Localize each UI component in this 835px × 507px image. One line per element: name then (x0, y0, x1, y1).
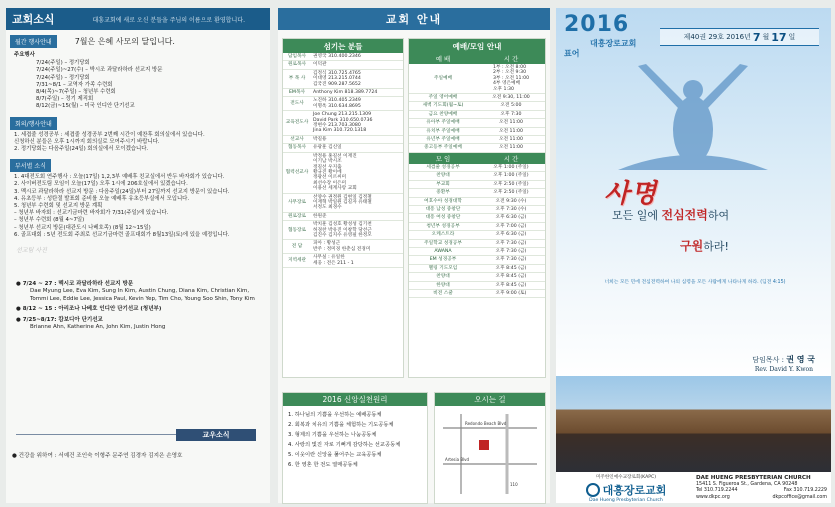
server-row: 원로장로 한원준 (283, 213, 403, 221)
cover-pyo: 표어 (564, 49, 580, 58)
server-row: 전 담 피아 : 황성근 반주 : 정미경 한춘심 전경미 (283, 240, 403, 254)
meeting-item: 1. 세겹줄 성경공부 : 세겹줄 성경공부 2번째 시간이 예찬후 회의실에서 있습니다. (14, 131, 205, 138)
principle-item: 6. 한 영혼 한 전도 열매공동체 (288, 462, 358, 468)
meeting-row: 찬양대 오후 8:45 (금) (409, 273, 545, 281)
email-link[interactable]: dkpcoffice@gmail.com (772, 494, 827, 500)
mission-head: ● 8/12 ~ 15 : 아리조나 나베호 인디안 단기선교 (청년부) (16, 306, 162, 313)
event-row: 새벽 기도회(월~토) 오전 5:00 (409, 102, 545, 110)
cover-year: 2016 (564, 12, 630, 37)
server-row: 협력선교사 박정용 홍길선 이재진 이기남 박시조 정길선 우지출 황규진 황이에 정광선 이르씨미 최선수장 이은미 이용선 세계사랑 교회 (283, 153, 403, 194)
schedule-item: 7/24(주일)~27(수) – 박시조 과달라하라 선교지 방문 (36, 67, 163, 74)
event-row: 중고등부 주일예배 오전 11:00 (409, 144, 545, 152)
mission-item (16, 306, 260, 313)
meeting-row: 찬양대 오후 1:00 (주일) (409, 172, 545, 180)
principle-item: 2. 회복과 치유의 기쁨을 체험하는 기도공동체 (288, 422, 394, 428)
meeting-row: 비전 스쿨 오후 9:00 (토) (409, 290, 545, 298)
dept-label: 부서별 소식 (10, 159, 51, 172)
church-logo-icon (586, 483, 600, 497)
directions-map (435, 406, 545, 498)
guide-title: 교회 안내 (278, 8, 550, 30)
server-row: EM목사 Anthony Kim 818.389.7724 (283, 89, 403, 97)
mission-names: Brianne Ahn, Katherine An, John Kim, Justin Hong (30, 324, 166, 331)
server-row: 선교사 박길용 (283, 136, 403, 144)
meeting-item: 2. 정기당회는 다음주일(24일) 회의실에서 모이겠습니다. (14, 146, 149, 153)
server-row: 교육전도사 Joe Chung 213.215.1309 David Park 310.650.0736 정현수 213.703.3080 Jina Kim 310.720.1318 (283, 111, 403, 136)
schedule-item: 7/24(주일) – 정기당회 (36, 60, 90, 67)
map-label-artesia: Artesia Blvd (445, 457, 470, 462)
event-row: 유아부 주일예배 오전 11:00 (409, 119, 545, 127)
website-link[interactable]: www.dkpc.org (696, 494, 730, 500)
meets-subhead: 모 임 시 간 (409, 153, 545, 164)
mission-list (6, 281, 270, 331)
schedule-list (14, 60, 264, 110)
server-row: 전도사 노진하 310.405.2349 이명옥 310.634.8695 (283, 97, 403, 111)
schedule-item: 7/31~8/1 – 교역자 가족 수련회 (36, 81, 113, 88)
meeting-row: AWANA 오후 7:30 (금) (409, 248, 545, 256)
schedule-item: 8/12(금)~15(월) – 미국 인디안 단기선교 (36, 103, 135, 110)
events-title: 예배/모임 안내 (409, 39, 545, 53)
meeting-row: 세겹줄 성경공부 오후 1:00 (주일) (409, 164, 545, 172)
event-row: 유치부 주일예배 오전 11:00 (409, 128, 545, 136)
map-graphic (435, 406, 545, 498)
meeting-item: 신청하신 분들은 오후 1시까지 회의실로 모여주시기 바랍니다. (14, 138, 160, 145)
mission-photo: 선교팀 사진 (16, 247, 47, 255)
cover-footer (556, 472, 831, 503)
mission-head: ● 7/25~8/17: 캄보디아 단기선교 (16, 316, 103, 323)
news-header (6, 8, 270, 30)
event-row: 유년부 주일예배 오전 11:00 (409, 136, 545, 144)
theme-verse: 너희는 모든 민에 전심전력하여 나의 심령을 모든 사람에게 나타나게 하라. (딤전 4:15) (604, 280, 786, 285)
principles-title: 2016 신앙실천원리 (283, 393, 427, 406)
meeting-list (6, 132, 270, 154)
servers-box (282, 38, 404, 378)
schedule-item: 8/7(주일) – 정기 제직회 (36, 96, 94, 103)
theme-line-2: 구원하라! (680, 239, 729, 253)
dept-item: – 청년부 바자회 : 선교기금마련 바자회가 7/31(주일)에 있습니다. (14, 210, 169, 217)
meeting-label: 회의/행사안내 (10, 117, 57, 130)
meeting-row: EM 성경공부 오후 7:30 (금) (409, 256, 545, 264)
dept-item: – 청년부 선교지 방문(대관도시 나베호족) (8월 12~15일) (14, 224, 151, 231)
dept-item: 4. 유초등부 : 성탄절 발표회 준비를 오늘 예배후 유초등부실에서 모입니다. (14, 195, 190, 202)
dept-item: 5. 청년부 수련회 및 선교지 방문 계획 (14, 203, 103, 210)
server-row: 부 목 사 김정식 310.725.4765 이대영 213.215.0744 김국진 909.287.5652 (283, 70, 403, 89)
principle-item: 4. 사랑의 빛진 자로 기뻐게 감당하는 선교공동체 (288, 442, 401, 448)
server-row: 지역세관 사무실 : 유일한 세웅 : 전은 211 - 1 (283, 254, 403, 268)
events-subhead: 예 배 시 간 (409, 53, 545, 64)
principles-box (282, 392, 428, 504)
mission-head: ● 7/24 ~ 27 : 멕시코 과달라하라 선교지 방문 (16, 281, 134, 288)
server-row: 협동목사 유광훈 김신일 (283, 144, 403, 152)
meeting-row: 청년부 성경공부 오후 7:00 (금) (409, 223, 545, 231)
news-subtitle: 대흥교회에 새로 오신 분들을 주님의 이름으로 환영합니다. (92, 16, 245, 24)
schedule-item: 7/24(주일) – 정기당회 (36, 74, 90, 81)
pastor-line: 담임목사 : 권 영 국 (752, 355, 815, 364)
schedule-title: 주요행사 (14, 52, 35, 58)
news-title: 교회소식 (12, 13, 55, 26)
map-title: 오시는 길 (435, 393, 545, 406)
meeting-row: 멜링 기도모임 오후 8:45 (금) (409, 265, 545, 273)
worship-figure-icon (618, 60, 768, 170)
meeting-row: 오케스트라 오후 6:30 (금) (409, 231, 545, 239)
dept-item: – 청년부 수련회 (8월 4~7일) (14, 217, 85, 224)
dept-item: 2. 사이버전도팀 모임이 오늘(17일) 오후 1시에 206호실에서 있겠습니다. (14, 181, 188, 188)
meeting-row: 대흥 여성 중창단 오후 6:30 (금) (409, 214, 545, 222)
mission-names: Dae Myung Lee, Eva Kim, Sung In Kim, Austin Chung, Diana Kim, Christian Kim, Tommi Lee, Eddie Lee, Jessica Paul, Kevin Yep, Tim Cho, Young Soo Shin, Tony Kim (30, 288, 255, 302)
meeting-row: 부교회 오후 2:50 (주일) (409, 181, 545, 189)
event-row: 주일예배 1부 : 오전 8:00 2부 : 오전 9:30 3부 : 오전 11:00 4부 영은예배 오후 1:30 (409, 64, 545, 94)
event-row: 주일 영어예배 오전 9:30, 11:00 (409, 94, 545, 102)
staff-title: 교우소식 (176, 429, 256, 441)
church-name: 대흥장로교회 (602, 484, 667, 497)
meeting-row: 여호수아 성경대학 오전 9:30 (수) (409, 198, 545, 206)
meeting-row: 대흥 남성 중창단 오후 7:30 (수) (409, 206, 545, 214)
server-row: 담임목사 권영국 310.400.2346 (283, 53, 403, 61)
event-row: 금요 찬양예배 오후 7:30 (409, 111, 545, 119)
contact-block: DAE HUENG PRESBYTERIAN CHURCH 15411 S. Figueroa St., Gardena, CA 90248 Tel 310.719.2244 Fax 310.719.2229 www.dkpc.org dkpcoffice@gmail.com (696, 475, 827, 500)
map-box (434, 392, 546, 504)
map-label-redondo: Redondo Beach Blvd (465, 421, 507, 426)
mission-item (16, 317, 260, 332)
servers-title: 섬기는 분들 (283, 39, 403, 53)
guide-panel (278, 8, 550, 503)
church-logo-block: 미주한인예수교장로회(KAPC) 대흥장로교회 Dae Hueng Presbyterian Church (562, 474, 690, 503)
dept-item: 3. 멕시코 과달라하라 선교지 방문 : 다음주일(24일)부터 27일까지 선교지 방문이 있습니다. (14, 188, 230, 195)
server-row: 협동장로 박치훈 김성호 황성성 김기천 허경찬 박유진 이창학 당선근 김진수 김지수 유영필 한정모 (283, 221, 403, 240)
staff-note: ● 건강을 위하여 : 서예건 조인숙 이형주 문주연 김경자 김지은 손영호 (12, 453, 183, 459)
greeting-label: 월간 행사안내 (10, 35, 57, 48)
cover-church: 대흥장로교회 (590, 39, 637, 48)
congregation-photo (556, 376, 831, 472)
events-box (408, 38, 546, 378)
principle-item: 5. 이웃이란 신앙을 풀어주는 교육공동체 (288, 452, 382, 458)
mission-item (16, 281, 260, 303)
schedule-item: 8/4(목)~7(주일) – 청년부 수련회 (36, 89, 116, 96)
map-label-freeway: 110 (510, 482, 518, 487)
dept-item: 6. 골프대회 : 5년 전도회 주최로 선교기금마련 골프대회가 8월13일(토)에 있을 예정입니다. (14, 231, 230, 238)
greeting-text: 7월은 은혜 사모의 달입니다. (74, 37, 175, 46)
theme-title: 사명 (604, 179, 659, 209)
meeting-row: 한양대 오후 8:45 (금) (409, 282, 545, 290)
principle-item: 3. 형제의 기쁨을 우선하는 나눔공동체 (288, 432, 377, 438)
issue-line: 제40권 29호 2016년 7 월 17 일 (660, 28, 819, 46)
schedule-block (6, 52, 270, 111)
server-row: 사무장로 선양수 권정원 김현일 김정철 이재혁 박일원 김길자 유태철 서정도 최경수 (283, 194, 403, 213)
cover-panel (556, 8, 831, 503)
theme-line-1: 모든 일에 전심전력하여 (612, 208, 730, 222)
meeting-row: 중환부 오후 2:50 (주일) (409, 189, 545, 197)
dept-item: 1. 4대전도회 연주행사 : 오늘(17일) 1,2,3부 예배후 친교실에서 반두 바자회가 있습니다. (14, 174, 225, 181)
pastor-english: Rev. David Y. Kwon (754, 366, 813, 373)
server-row: 원로목사 이덕관 (283, 61, 403, 69)
dept-list (6, 174, 270, 239)
meeting-row: 주일학교 성경공부 오후 7:30 (금) (409, 240, 545, 248)
principle-item: 1. 하나님의 기쁨을 우선하는 예배공동체 (288, 412, 382, 418)
news-panel (6, 8, 270, 503)
